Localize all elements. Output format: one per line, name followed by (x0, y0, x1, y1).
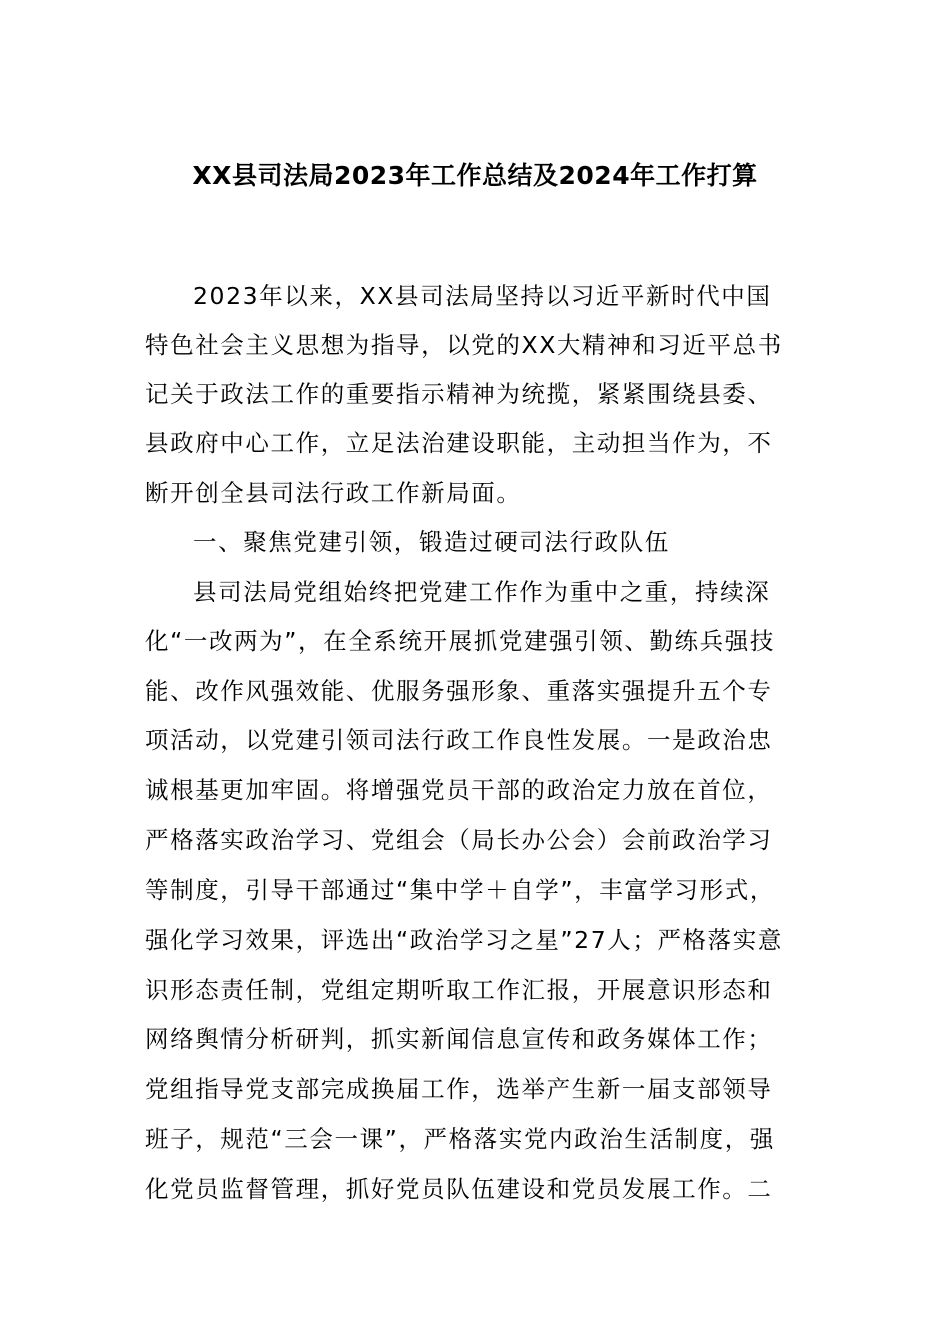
document-title: XX县司法局2023年工作总结及2024年工作打算 (192, 161, 758, 190)
paragraph-line: 特色社会主义思想为指导，以党的XX大精神和习近平总书 (145, 331, 783, 359)
paragraph-line: 严格落实政治学习、党组会（局长办公会）会前政治学习 (145, 826, 773, 854)
paragraph-line: 县政府中心工作，立足法治建设职能，主动担当作为，不 (145, 429, 773, 457)
paragraph-line: 识形态责任制，党组定期听取工作汇报，开展意识形态和 (145, 976, 773, 1004)
paragraph-line: 记关于政法工作的重要指示精神为统揽，紧紧围绕县委、 (145, 380, 773, 408)
paragraph-line: 班子，规范“三会一课”，严格落实党内政治生活制度，强 (145, 1125, 775, 1153)
paragraph-line: 诚根基更加牢固。将增强党员干部的政治定力放在首位， (145, 776, 773, 804)
paragraph-line: 强化学习效果，评选出“政治学习之星”27人；严格落实意 (145, 926, 783, 954)
paragraph-line: 2023年以来，XX县司法局坚持以习近平新时代中国 (193, 282, 772, 310)
paragraph-line: 网络舆情分析研判，抓实新闻信息宣传和政务媒体工作； (145, 1025, 773, 1053)
paragraph-line: 化党员监督管理，抓好党员队伍建设和党员发展工作。二 (145, 1175, 773, 1203)
section-heading: 一、聚焦党建引领，锻造过硬司法行政队伍 (193, 528, 670, 556)
paragraph-line: 等制度，引导干部通过“集中学＋自学”，丰富学习形式， (145, 876, 775, 904)
paragraph-line: 县司法局党组始终把党建工作作为重中之重，持续深 (193, 578, 771, 606)
paragraph-line: 化“一改两为”，在全系统开展抓党建强引领、勤练兵强技 (145, 627, 775, 655)
paragraph-line: 党组指导党支部完成换届工作，选举产生新一届支部领导 (145, 1075, 773, 1103)
paragraph-line: 能、改作风强效能、优服务强形象、重落实强提升五个专 (145, 677, 773, 705)
paragraph-line: 项活动，以党建引领司法行政工作良性发展。一是政治忠 (145, 726, 773, 754)
paragraph-line: 断开创全县司法行政工作新局面。 (145, 479, 522, 507)
